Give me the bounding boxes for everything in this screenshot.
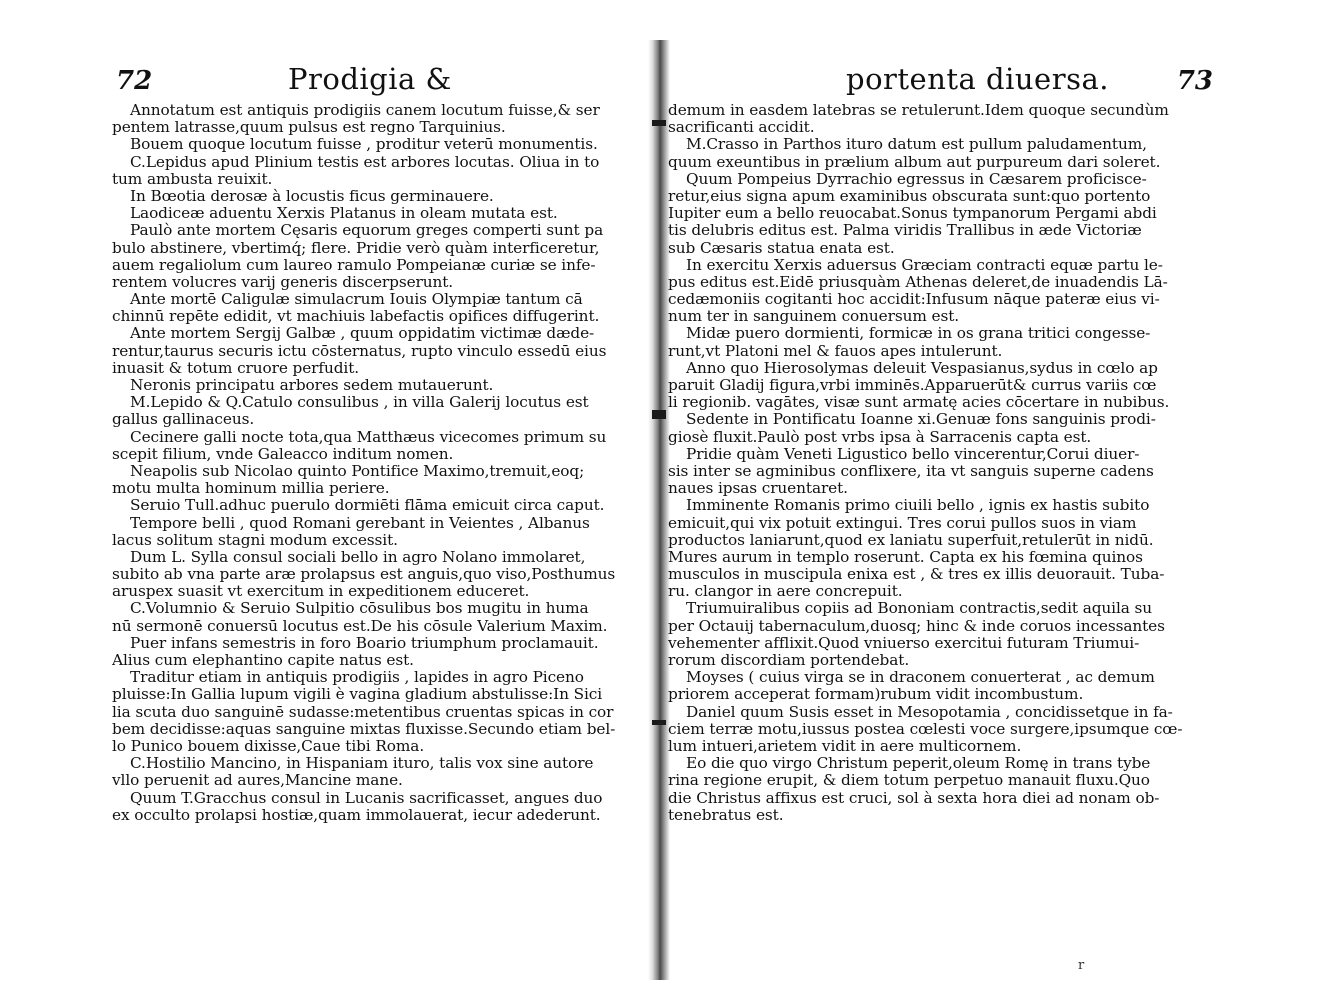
- text-line: naues ipsas cruentaret.: [668, 480, 848, 498]
- text-line: Tempore belli , quod Romani gerebant in Veientes , Albanus: [130, 514, 590, 532]
- text-line: Iupiter eum a bello reuocabat.Sonus tympanorum Pergami abdi: [668, 205, 1157, 223]
- text-line: bulo abstinere, vbertimq́; flere. Pridie verò quàm interficeretur,: [112, 239, 600, 257]
- text-line: per Octauij tabernaculum,duosq; hinc & inde coruos incessantes: [668, 617, 1165, 635]
- text-line: Seruio Tull.adhuc puerulo dormiēti flāma emicuit circa caput.: [130, 497, 605, 515]
- gutter-mark: [652, 410, 666, 419]
- page-number: 72: [116, 66, 153, 96]
- gutter-mark: [652, 720, 666, 725]
- text-line: inuasit & totum cruore perfudit.: [112, 359, 360, 377]
- text-line: In exercitu Xerxis aduersus Græciam contracti equæ partu le-: [686, 256, 1163, 274]
- text-line: runt,vt Platoni mel & fauos apes intulerunt.: [668, 342, 1003, 360]
- text-line: Annotatum est antiquis prodigiis canem locutum fuisse,& ser: [130, 102, 600, 119]
- text-line: rentur,taurus securis ictu cōsternatus, rupto vinculo essedū eius: [112, 342, 607, 360]
- text-line: gallus gallinaceus.: [112, 411, 255, 429]
- text-line: li regionib. vagātes, visæ sunt armatę acies cōcertare in nubibus.: [668, 394, 1170, 412]
- text-line: C.Lepidus apud Plinium testis est arbores locutas. Oliua in to: [130, 153, 600, 171]
- text-line: Ante mortē Caligulæ simulacrum Iouis Olympiæ tantum cā: [130, 291, 583, 309]
- text-line: pentem latrasse,quum pulsus est regno Tarquinius.: [112, 119, 506, 137]
- text-line: vehementer afflixit.Quod vniuerso exercitui futuram Triumui-: [668, 634, 1140, 652]
- text-line: Triumuiralibus copiis ad Bononiam contractis,sedit aquila su: [686, 600, 1153, 618]
- left-page: [112, 58, 652, 824]
- text-line: Laodiceæ aduentu Xerxis Platanus in oleam mutata est.: [130, 205, 558, 223]
- text-line: C.Hostilio Mancino, in Hispaniam ituro, talis vox sine autore: [130, 755, 594, 773]
- text-line: rorum discordiam portendebat.: [668, 652, 910, 669]
- text-line: quum exeuntibus in prælium album aut purpureum dari soleret.: [668, 153, 1161, 171]
- text-line: Neapolis sub Nicolao quinto Pontifice Maximo,tremuit,eoq;: [130, 462, 585, 480]
- text-line: die Christus affixus est cruci, sol à sexta hora diei ad nonam ob-: [668, 789, 1160, 807]
- text-line: auem regaliolum cum laureo ramulo Pompeianæ curiæ se infe-: [112, 256, 596, 274]
- text-line: Alius cum elephantino capite natus est.: [112, 652, 414, 669]
- text-line: ru. clangor in aere concrepuit.: [668, 583, 903, 601]
- text-line: Traditur etiam in antiquis prodigiis , lapides in agro Piceno: [130, 669, 584, 687]
- text-line: sacrificanti accidit.: [668, 119, 815, 137]
- text-line: priorem acceperat formam)rubum vidit incombustum.: [668, 686, 1084, 704]
- text-line: Bouem quoque locutum fuisse , proditur veterū monumentis.: [130, 136, 598, 154]
- text-line: ciem terræ motu,iussus postea cœlesti voce surgere,ipsumque cœ-: [668, 720, 1183, 738]
- text-line: Anno quo Hierosolymas deleuit Vespasianus,sydus in cœlo ap: [686, 359, 1158, 377]
- text-line: Midæ puero dormienti, formicæ in os grana tritici congesse-: [686, 325, 1151, 343]
- text-line: pus editus est.Eidē priusquàm Athenas deleret,de inuadendis Lā-: [668, 273, 1168, 291]
- text-line: M.Lepido & Q.Catulo consulibus , in villa Galerij locutus est: [130, 394, 589, 412]
- text-line: tum ambusta reuixit.: [112, 170, 273, 188]
- text-line: tis delubris editus est. Palma viridis Trallibus in æde Victoriæ: [668, 222, 1142, 240]
- text-line: Ante mortem Sergij Galbæ , quum oppidatim victimæ dæde-: [130, 325, 595, 343]
- text-line: Paulò ante mortem Cęsaris equorum greges comperti sunt pa: [130, 222, 604, 240]
- text-line: scepit filium, vnde Galeacco inditum nomen.: [112, 445, 454, 463]
- text-line: lacus solitum stagni modum excessit.: [112, 531, 398, 549]
- text-line: Pridie quàm Veneti Ligustico bello vincerentur,Corui diuer-: [686, 445, 1140, 463]
- text-line: giosè fluxit.Paulò post vrbs ipsa à Sarracenis capta est.: [668, 428, 1092, 446]
- running-head: portenta diuersa.: [846, 62, 1109, 96]
- text-line: C.Volumnio & Seruio Sulpitio cōsulibus bos mugitu in huma: [130, 600, 589, 618]
- text-line: In Bœotia derosæ à locustis ficus germinauere.: [130, 187, 494, 205]
- text-line: retur,eius signa apum examinibus obscurata sunt:quo portento: [668, 187, 1151, 205]
- text-line: Cecinere galli nocte tota,qua Matthæus vicecomes primum su: [130, 428, 607, 446]
- right-page-header: [668, 58, 1213, 102]
- text-line: Puer infans semestris in foro Boario triumphum proclamauit.: [130, 634, 599, 652]
- text-line: sis inter se agminibus conflixere, ita vt sanguis superne cadens: [668, 462, 1154, 480]
- text-line: aruspex suasit vt exercitum in expeditionem educeret.: [112, 583, 530, 601]
- left-page-header: [112, 58, 652, 102]
- text-line: Imminente Romanis primo ciuili bello , ignis ex hastis subito: [686, 497, 1150, 515]
- text-line: nū sermonē conuersū locutus est.De his cōsule Valerium Maxim.: [112, 617, 608, 635]
- text-line: Dum L. Sylla consul sociali bello in agro Nolano immolaret,: [130, 548, 586, 566]
- text-line: pluisse:In Gallia lupum vigili è vagina gladium abstulisse:In Sici: [112, 686, 603, 704]
- text-line: Quum Pompeius Dyrrachio egressus in Cæsarem proficisce-: [686, 170, 1147, 188]
- left-page-text: [112, 102, 652, 824]
- text-line: M.Crasso in Parthos ituro datum est pullum paludamentum,: [686, 136, 1147, 154]
- text-line: Sedente in Pontificatu Ioanne xi.Genuæ fons sanguinis prodi-: [686, 411, 1156, 429]
- text-line: paruit Gladij figura,vrbi imminēs.Apparuerūt& currus variis cœ: [668, 377, 1157, 394]
- text-line: subito ab vna parte aræ prolapsus est anguis,quo viso,Posthumus: [112, 566, 616, 584]
- gutter-mark: [652, 120, 666, 126]
- text-line: lia scuta duo sanguinē sudasse:metentibus cruentas spicas in cor: [112, 703, 614, 721]
- text-line: lum intueri,arietem vidit in aere multicornem.: [668, 737, 1022, 755]
- text-line: demum in easdem latebras se retulerunt.Idem quoque secundùm: [668, 102, 1169, 119]
- text-line: Neronis principatu arbores sedem mutauerunt.: [130, 377, 494, 394]
- text-line: motu multa hominum millia periere.: [112, 480, 390, 498]
- text-line: num ter in sanguinem conuersum est.: [668, 308, 960, 326]
- text-line: sub Cæsaris statua enata est.: [668, 239, 895, 257]
- text-line: Daniel quum Susis esset in Mesopotamia , concidissetque in fa-: [686, 703, 1173, 721]
- text-line: Mures aurum in templo roserunt. Capta ex his fœmina quinos: [668, 548, 1143, 566]
- text-line: rentem volucres varij generis discerpserunt.: [112, 273, 454, 291]
- text-line: Moyses ( cuius virga se in draconem conuerterat , ac demum: [686, 669, 1155, 687]
- text-line: musculos in muscipula enixa est , & tres ex illis deuorauit. Tuba-: [668, 566, 1165, 584]
- text-line: tenebratus est.: [668, 806, 784, 824]
- text-line: Quum T.Gracchus consul in Lucanis sacrificasset, angues duo: [130, 789, 603, 807]
- text-line: emicuit,qui vix potuit extingui. Tres corui pullos suos in viam: [668, 514, 1137, 532]
- page-number: 73: [1176, 66, 1213, 96]
- text-line: vllo peruenit ad aures,Mancine mane.: [112, 772, 403, 790]
- right-page: [668, 58, 1213, 824]
- text-line: bem decidisse:aquas sanguine mixtas fluxisse.Secundo etiam bel-: [112, 720, 616, 738]
- catchword: r: [1078, 958, 1085, 973]
- text-line: rina regione erupit, & diem totum perpetuo manauit fluxu.Quo: [668, 772, 1150, 790]
- running-head: Prodigia &: [288, 62, 452, 96]
- text-line: productos laniarunt,quod ex laniatu superfuit,retulerūt in nidū.: [668, 531, 1154, 549]
- text-line: chinnū repēte edidit, vt machiuis labefactis opifices diffugerint.: [112, 308, 600, 326]
- text-line: Eo die quo virgo Christum peperit,oleum Romę in trans tybe: [686, 755, 1151, 773]
- right-page-text: [668, 102, 1213, 824]
- text-line: lo Punico bouem dixisse,Caue tibi Roma.: [112, 737, 425, 755]
- text-line: cedæmoniis cogitanti hoc accidit:Infusum nāque pateræ eius vi-: [668, 291, 1160, 309]
- text-line: ex occulto prolapsi hostiæ,quam immolauerat, iecur adederunt.: [112, 806, 601, 824]
